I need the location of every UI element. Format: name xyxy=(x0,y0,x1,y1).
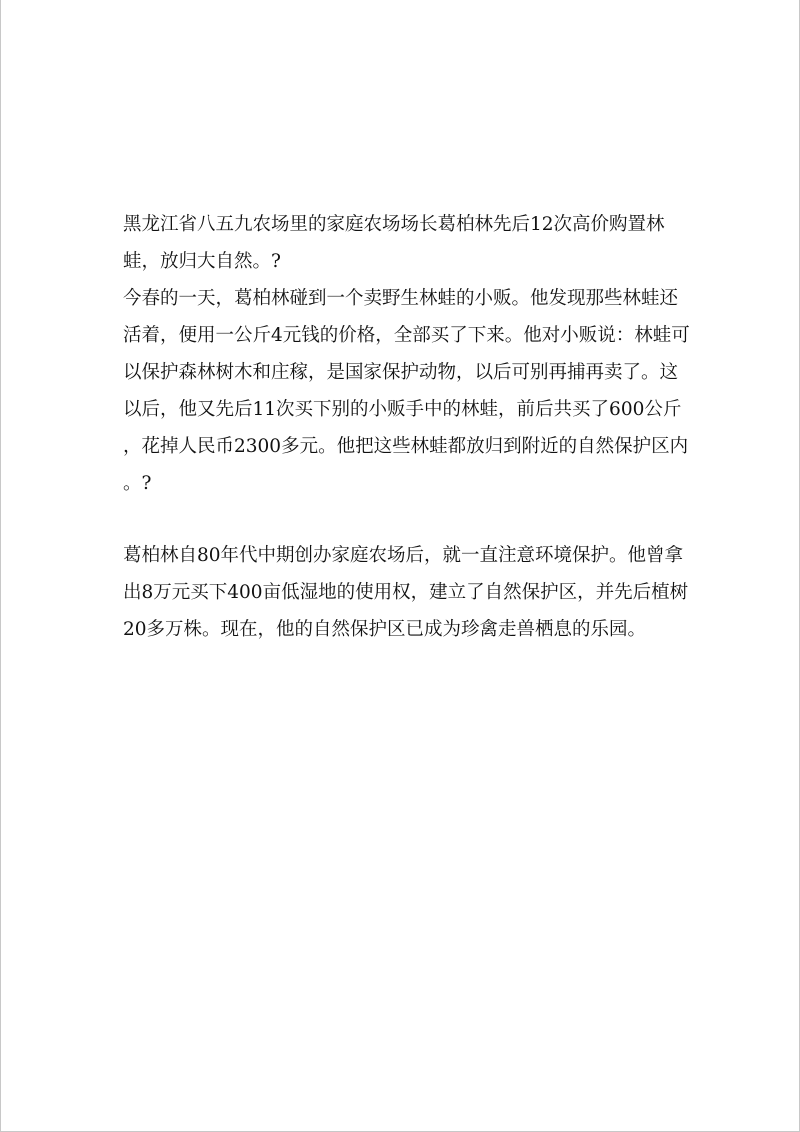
document-body xyxy=(123,206,693,648)
paragraph-3 xyxy=(123,537,693,648)
text-line: 出8万元买下400亩低湿地的使用权，建立了自然保护区，并先后植树 xyxy=(123,582,689,603)
text-line: 20多万株。现在，他的自然保护区已成为珍禽走兽栖息的乐园。 xyxy=(123,619,647,640)
text-line: 以后，他又先后11次买下别的小贩手中的林蛙，前后共买了600公斤 xyxy=(123,399,682,420)
text-line: 葛柏林自80年代中期创办家庭农场后，就一直注意环境保护。他曾拿 xyxy=(123,545,684,566)
paragraph-spacer xyxy=(123,502,693,537)
paragraph-1 xyxy=(123,206,693,280)
paragraph-2 xyxy=(123,280,693,502)
text-line: 黑龙江省八五九农场里的家庭农场场长葛柏林先后12次高价购置林 xyxy=(123,214,665,235)
text-line: 蛙，放归大自然。? xyxy=(123,251,281,272)
text-line: 以保护森林树木和庄稼，是国家保护动物，以后可别再捕再卖了。这 xyxy=(123,362,679,383)
text-line: 今春的一天，葛柏林碰到一个卖野生林蛙的小贩。他发现那些林蛙还 xyxy=(123,288,679,309)
text-line: 活着，便用一公斤4元钱的价格，全部买了下来。他对小贩说：林蛙可 xyxy=(123,325,690,346)
text-line: 。? xyxy=(123,473,152,494)
text-line: ，花掉人民币2300多元。他把这些林蛙都放归到附近的自然保护区内 xyxy=(123,436,689,457)
